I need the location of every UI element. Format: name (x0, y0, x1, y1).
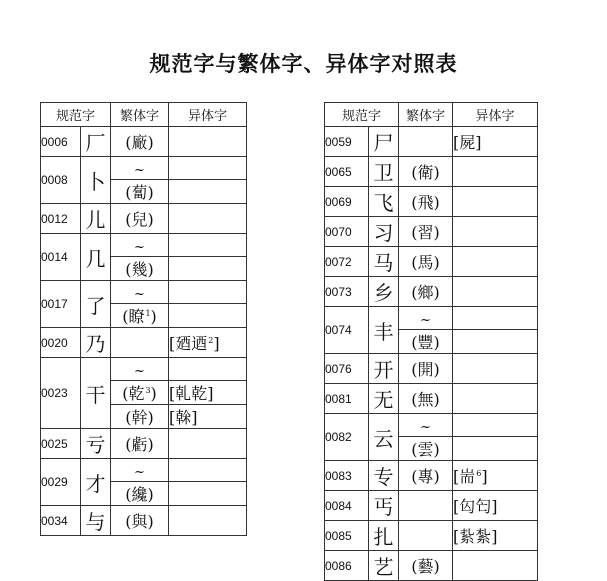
traditional-cell (399, 217, 453, 247)
traditional-cell (111, 429, 169, 459)
table-row (325, 491, 538, 521)
table-row (41, 127, 247, 157)
char-code: 0074 (325, 307, 369, 354)
variant-text: [屍] (453, 133, 482, 152)
char-code: 0029 (41, 459, 81, 506)
table-row (41, 234, 247, 257)
variant-cell (169, 482, 247, 506)
variant-cell (453, 157, 538, 187)
standard-char: 开 (369, 354, 399, 384)
standard-char: 云 (369, 414, 399, 461)
variant-cell (453, 187, 538, 217)
table-row (325, 217, 538, 247)
variant-cell (453, 437, 538, 461)
traditional-text: (瞭 (122, 307, 145, 326)
ditto-mark: ~ (134, 363, 145, 379)
char-code: 0034 (41, 506, 81, 536)
variant-text: [廼迺 (169, 334, 208, 353)
variant-cell (169, 381, 247, 405)
char-code: 0012 (41, 204, 81, 234)
variant-text: [匃匄] (453, 497, 498, 516)
traditional-cell (399, 354, 453, 384)
variant-cell (169, 429, 247, 459)
traditional-text: (纔) (125, 485, 154, 504)
footnote-marker: 6 (476, 468, 482, 478)
traditional-cell (399, 461, 453, 491)
char-code: 0069 (325, 187, 369, 217)
standard-char: 丐 (369, 491, 399, 521)
variant-cell (453, 461, 538, 491)
table-row (325, 354, 538, 384)
char-code: 0023 (41, 358, 81, 429)
traditional-cell (399, 247, 453, 277)
char-code: 0073 (325, 277, 369, 307)
variant-cell (169, 281, 247, 304)
traditional-text: (蔔) (125, 183, 154, 202)
table-row (41, 429, 247, 459)
traditional-cell (399, 414, 453, 437)
standard-char: 了 (81, 281, 111, 328)
standard-char: 马 (369, 247, 399, 277)
standard-char: 儿 (81, 204, 111, 234)
traditional-cell (399, 157, 453, 187)
header-traditional: 繁体字 (111, 103, 169, 127)
char-code: 0076 (325, 354, 369, 384)
variant-cell (169, 304, 247, 328)
standard-char: 无 (369, 384, 399, 414)
char-code: 0059 (325, 127, 369, 157)
traditional-text: (馬) (411, 253, 440, 272)
traditional-cell (111, 459, 169, 482)
variant-cell (169, 358, 247, 381)
traditional-text: (幹) (125, 408, 154, 427)
ditto-mark: ~ (134, 286, 145, 302)
standard-char: 丰 (369, 307, 399, 354)
standard-char: 专 (369, 461, 399, 491)
char-code: 0020 (41, 328, 81, 358)
ditto-mark: ~ (134, 239, 145, 255)
char-code: 0014 (41, 234, 81, 281)
char-code: 0085 (325, 521, 369, 551)
table-row (41, 281, 247, 304)
bracket-close: ) (150, 384, 157, 403)
variant-cell (453, 384, 538, 414)
standard-char: 厂 (81, 127, 111, 157)
variant-cell (169, 234, 247, 257)
char-code: 0008 (41, 157, 81, 204)
traditional-text: (飛) (411, 193, 440, 212)
standard-char: 扎 (369, 521, 399, 551)
table-row (41, 157, 247, 180)
traditional-text: (衛) (411, 163, 440, 182)
traditional-cell (399, 551, 453, 581)
table-row (325, 307, 538, 330)
table-row (41, 204, 247, 234)
table-header-row (41, 103, 247, 127)
bracket-close: ) (150, 307, 157, 326)
variant-cell (453, 491, 538, 521)
traditional-cell (399, 307, 453, 330)
variant-cell (169, 459, 247, 482)
char-code: 0086 (325, 551, 369, 581)
variant-text: [耑 (453, 467, 476, 486)
ditto-mark: ~ (420, 312, 431, 328)
header-variant: 异体字 (169, 103, 247, 127)
standard-char: 习 (369, 217, 399, 247)
variant-cell (453, 354, 538, 384)
char-code: 0065 (325, 157, 369, 187)
ditto-mark: ~ (134, 162, 145, 178)
table-row (325, 187, 538, 217)
variant-cell (453, 414, 538, 437)
standard-char: 尸 (369, 127, 399, 157)
table-row (325, 551, 538, 581)
variant-cell (169, 180, 247, 204)
traditional-text: (藝) (411, 557, 440, 576)
traditional-cell (111, 405, 169, 429)
bracket-close: ] (481, 467, 488, 486)
traditional-cell (399, 277, 453, 307)
table-row (325, 521, 538, 551)
char-code: 0083 (325, 461, 369, 491)
variant-cell (453, 247, 538, 277)
table-header-row (325, 103, 538, 127)
char-code: 0070 (325, 217, 369, 247)
traditional-cell (111, 506, 169, 536)
standard-char: 干 (81, 358, 111, 429)
comparison-table-left (40, 102, 247, 536)
variant-cell (169, 157, 247, 180)
variant-text: [乹乾] (169, 384, 214, 403)
traditional-text: (乾 (122, 384, 145, 403)
table-row (325, 414, 538, 437)
traditional-cell (111, 204, 169, 234)
traditional-cell (399, 187, 453, 217)
standard-char: 才 (81, 459, 111, 506)
variant-cell (169, 506, 247, 536)
traditional-text: (兒) (125, 210, 154, 229)
char-code: 0006 (41, 127, 81, 157)
traditional-cell (399, 127, 453, 157)
traditional-cell (111, 180, 169, 204)
traditional-cell (399, 437, 453, 461)
traditional-text: (虧) (125, 435, 154, 454)
traditional-cell (111, 157, 169, 180)
page-title: 规范字与繁体字、异体字对照表 (149, 51, 458, 76)
traditional-cell (111, 127, 169, 157)
traditional-text: (廠) (125, 133, 154, 152)
variant-text: [紥紮] (453, 527, 498, 546)
traditional-cell (111, 234, 169, 257)
comparison-table-right (324, 102, 538, 581)
traditional-cell (111, 304, 169, 328)
header-traditional: 繁体字 (399, 103, 453, 127)
traditional-text: (專) (411, 467, 440, 486)
header-standard: 规范字 (325, 103, 399, 127)
variant-cell (453, 551, 538, 581)
table-row (41, 358, 247, 381)
variant-cell (169, 127, 247, 157)
traditional-text: (雲) (411, 440, 440, 459)
traditional-cell (111, 358, 169, 381)
traditional-text: (幾) (125, 260, 154, 279)
char-code: 0072 (325, 247, 369, 277)
standard-char: 艺 (369, 551, 399, 581)
standard-char: 乡 (369, 277, 399, 307)
char-code: 0017 (41, 281, 81, 328)
table-row (325, 277, 538, 307)
traditional-cell (399, 384, 453, 414)
variant-cell (169, 257, 247, 281)
table-row (41, 506, 247, 536)
table-row (325, 247, 538, 277)
variant-cell (453, 330, 538, 354)
char-code: 0081 (325, 384, 369, 414)
char-code: 0082 (325, 414, 369, 461)
traditional-cell (111, 257, 169, 281)
ditto-mark: ~ (420, 419, 431, 435)
ditto-mark: ~ (134, 464, 145, 480)
traditional-cell (111, 381, 169, 405)
traditional-cell (399, 491, 453, 521)
footnote-marker: 1 (145, 308, 151, 318)
standard-char: 与 (81, 506, 111, 536)
footnote-marker: 3 (145, 385, 151, 395)
table-row (325, 384, 538, 414)
table-row (325, 157, 538, 187)
header-standard: 规范字 (41, 103, 111, 127)
traditional-text: (習) (411, 223, 440, 242)
variant-cell (453, 217, 538, 247)
variant-cell (169, 204, 247, 234)
footnote-marker: 2 (208, 335, 214, 345)
variant-cell (453, 277, 538, 307)
table-row (41, 459, 247, 482)
bracket-close: ] (213, 334, 220, 353)
variant-cell (169, 405, 247, 429)
traditional-text: (豐) (411, 333, 440, 352)
traditional-cell (111, 482, 169, 506)
header-variant: 异体字 (453, 103, 538, 127)
variant-cell (453, 127, 538, 157)
variant-cell (169, 328, 247, 358)
traditional-cell (111, 328, 169, 358)
traditional-cell (399, 521, 453, 551)
traditional-text: (無) (411, 390, 440, 409)
standard-char: 几 (81, 234, 111, 281)
standard-char: 亏 (81, 429, 111, 459)
traditional-cell (111, 281, 169, 304)
traditional-cell (399, 330, 453, 354)
variant-text: [榦] (169, 408, 198, 427)
traditional-text: (開) (411, 360, 440, 379)
char-code: 0084 (325, 491, 369, 521)
standard-char: 飞 (369, 187, 399, 217)
table-row (325, 461, 538, 491)
table-row (325, 127, 538, 157)
standard-char: 卜 (81, 157, 111, 204)
standard-char: 卫 (369, 157, 399, 187)
table-row (41, 328, 247, 358)
variant-cell (453, 521, 538, 551)
standard-char: 乃 (81, 328, 111, 358)
variant-cell (453, 307, 538, 330)
traditional-text: (與) (125, 512, 154, 531)
traditional-text: (鄉) (411, 283, 440, 302)
char-code: 0025 (41, 429, 81, 459)
